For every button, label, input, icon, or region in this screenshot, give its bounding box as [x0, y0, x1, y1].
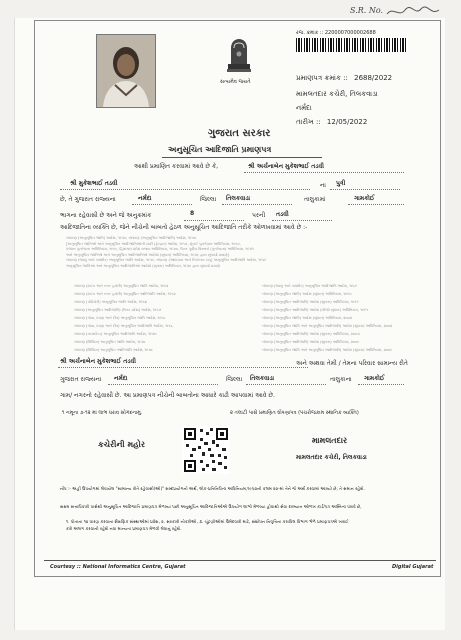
- res2-taluka-line: [246, 384, 326, 385]
- holder-suffix: અને અથવા તેમી / તેમના પરિવાર સામાન્ય રીતે: [296, 360, 408, 367]
- order-item: બંધારણ (દાદરા અને નગર હવેલી) અનુસૂચિત જાતિ આદેશ, ૧૯૬૨: [74, 284, 169, 288]
- order-item: બંધારણ (ગોવા, દમણ અને દીવ) અનુસૂચિત જાતિ આદેશ, ૧૯૬૮: [74, 316, 166, 320]
- note-text: નોંધ :- અહીં ઉપયોગમાં લેવાયેલ "સામાન્ય રીતે રહેવાસી(ઓ)" શબ્દપ્રયોગનો અર્થ, લોક-પ્રતિનિધિત્વ અધિનિયમ,૧૯૫૦ની કલમ ૨૦-માં તેને જે અર્થ કરવામાં આવ્યો છે, તે સમાન રહેશે.: [60, 486, 365, 491]
- relation-label: ના: [320, 182, 326, 189]
- res2-prefix: ગુજરાત રાજ્યના: [60, 376, 102, 383]
- order-item: બંધારણ (અનુસૂચિત આદિજાતિ) આદેશ (સુધારા) અધિનિયમ, ૨૦૦૬: [262, 340, 360, 344]
- holder-name: શ્રી અર્ચનાબેન મુકેશભાઈ તડવી: [60, 358, 136, 365]
- serial-value: 8: [190, 210, 195, 217]
- applicant-name-line: [244, 172, 404, 173]
- applicant-photo: [96, 34, 156, 108]
- footer-divider: [44, 560, 436, 561]
- tribe-value: તડવી: [276, 211, 289, 218]
- date-value: 12/05/2022: [326, 118, 368, 126]
- cert-number-value: 2688/2022: [354, 74, 393, 82]
- order-item: બંધારણ (ગોવા, દમણ અને દીવ) અનુસૂચિત આદિજાતિ આદેશ, ૧૯૬૮: [74, 324, 173, 328]
- note-text-2: સક્ષમ સત્તાધિકારી પાસેથી અનુસૂચિત આદિજાતિ પ્રમાણપત્ર મેળવ્યા પછી અનુસૂચિત આદિજાતિઓએ ઉપયોગ લાભો મેળવ્યા હોવાથી સેવા દરમ્યાન ઓળખ કાર્ડ/પત્ર અસ્તિત્વ ધરાવે છે,: [60, 504, 362, 509]
- taluka-line-u: [222, 204, 292, 205]
- res2-district-line: [108, 384, 218, 385]
- applicant-name: શ્રી અર્ચનાબેન મુકેશભાઈ તડવી: [248, 163, 324, 170]
- orders-right: [262, 282, 392, 354]
- office-seal: કચેરીની મહોર: [98, 440, 145, 449]
- order-item: બંધારણ (અનુસૂચિત જાતિ) આદેશ (સુધારા) અધિનિયમ, ૧૯૯૦: [262, 292, 352, 296]
- cert-number-label: પ્રમાણપત્ર ક્રમાંક ::: [296, 74, 348, 82]
- relation-value: પુત્રી: [336, 180, 346, 187]
- state-title: ગુજરાત સરકાર: [208, 128, 271, 139]
- barcode: [296, 30, 408, 56]
- order-item: બંધારણ (અનુસૂચિત આદિજાતિ) આદેશ (સુધારા) અધિનિયમ, ૧૯૯૧: [262, 300, 359, 304]
- res2-line2: ગામ/ નગરનો રહેવાસી છે. આ પ્રમાણપત્ર નીચેની બાબતોના આધારે કાઢી આપવામાં આવે છે.: [60, 392, 275, 399]
- note-item: ૧. પોતાના ૧૦ ધારણ કરવાના શૈક્ષણિક સંસ્થાઓમાં પ્રવેશ, ૨. સરકારી નોકરીઓ, ૩. ચૂંટણીઓમાં ઉમેદવારી માટે, સંશોધન નિવૃત્તિના કરાવિલ વિભાગ ભેળે પ્રમાણપત્રએ ખરાઈ: [66, 519, 349, 524]
- basis-2: ૨ તલાટી પાસે પ્રમાણિત ઘોષણાપત્ર (પંચરોજકામ સ્થાનિક વ્યક્તિ): [230, 410, 359, 416]
- father-name-line: [60, 189, 310, 190]
- res2-district: નર્મદા: [114, 375, 128, 382]
- qr-code-icon: [182, 426, 230, 474]
- office-line: મામલતદાર કચેરી, તિલકવાડા: [296, 90, 378, 98]
- order-item: બંધારણ (અનુસૂચિત આદિજાતિ) આદેશ (સુધારા) અધિનિયમ, ૨૦૦૩: [262, 332, 360, 336]
- holder-line: [58, 367, 308, 368]
- title-underline: [162, 157, 322, 158]
- legal-ref: બંધારણ (જમ્મુ અને કાશ્મીર) અનુસૂચિત જાતિ આદેશ, ૧૯૫૬, બંધારણ (આંદામાન અને નિકોબાર ટાપુ) અનુસૂચિત આદિજાતિ આદેશ, ૧૯૫૯: [66, 258, 267, 263]
- serial-line-u: [184, 220, 244, 221]
- legal-ref: બંધારણ (અનુસૂચિત જાતિ) આદેશ, ૧૯૫૦, બંધારણ (અનુસૂચિત આદિજાતિ) આદેશ, ૧૯૫૦: [66, 236, 197, 240]
- legal-ref: અને અનુસૂચિત જાતિઓ અને અનુસૂચિત આદિજાતિઓ આદેશો (સુધારા) અધિનિયમ, ૧૯૭૬ દ્વારા સુધાર્યા પ્રમાણે]: [66, 252, 229, 257]
- residence-prefix: છે, તે ગુજરાત રાજ્યના: [60, 196, 116, 203]
- legal-ref: પંજાબ પુનર્રચના અધિનિયમ, ૧૯૬૬, હિમાચલ પ્રદેશ રાજ્ય અધિનિયમ, ૧૯૭૦, ઉત્તર પૂર્વીય વિસ્તારો (પુનર્રચના) અધિનિયમ, ૧૯૭૧: [66, 247, 254, 252]
- order-item: બંધારણ (નાગાલેન્ડ) અનુસૂચિત આદિજાતિ આદેશ, ૧૯૭૦: [74, 332, 157, 336]
- order-item: બંધારણ (સિક્કિમ) અનુસૂચિત જાતિ આદેશ, ૧૯૭૮: [74, 340, 146, 344]
- village-value: ગામકોઈ: [354, 195, 375, 202]
- note-item: કરો અલગ કરવાની રહેશે નવા માન્યતા પ્રમાણપત્ર મેળવી લેવાનું રહેશે.: [66, 526, 182, 531]
- res2-village: ગામકોઈ: [364, 375, 385, 382]
- taluka-label: તાલુકામાં: [304, 196, 326, 203]
- legal-ref: અનુસૂચિત જાતિઓ અને અનુસૂચિત આદિજાતિઓ આદેશો (સુધારા) અધિનિયમ, ૧૯૭૬ દ્વારા સુધાર્યા પ્રમાણે: [66, 263, 220, 268]
- person-silhouette-icon: [97, 35, 155, 107]
- tribe-suffix: આદિજાતિના વ્યક્તિ છે, જેને નીચેની બાબતો હેઠળ અનુસૂચિત આદિજાતિ તરીકે ઓળખવામાં આવે છે :-: [60, 224, 308, 231]
- order-item: બંધારણ (પોંડિચેરી) અનુસૂચિત જાતિ આદેશ, ૧૯૬૪: [74, 300, 147, 304]
- order-item: બંધારણ (અનુસૂચિત આદિજાતિ) (ઉત્તર પ્રદેશ) આદેશ, ૧૯૬૭: [74, 308, 162, 312]
- legal-refs: [66, 236, 266, 270]
- ashoka-emblem-icon: [222, 34, 256, 78]
- serial-prefix: ભાગના રહેવાસી છે અને જે અનુક્રમાંક: [60, 212, 152, 219]
- note-items: [66, 518, 406, 532]
- intro-text: આથી પ્રમાણિત કરવામાં આવે છે કે,: [134, 163, 219, 170]
- signatory-office: મામલતદાર કચેરી, તિલકવાડા: [296, 454, 367, 461]
- res2-district-label: જિલ્લા: [226, 376, 243, 383]
- doc-title: અનુસૂચિત આદિજાતિ પ્રમાણપત્ર: [168, 145, 272, 154]
- relation-line: [330, 189, 400, 190]
- district-line-u: [132, 204, 192, 205]
- basis-1: ૧ નમૂના ૭-૧૨ માં લાભ ધરાવ સોગંદનામુ.: [62, 410, 143, 416]
- legal-ref: [અનુસૂચિત જાતિઓ અને અનુસૂચિત આદિજાતિઓની યાદી (ફેરફાર) આદેશ, ૧૯૫૬, મુંબઈ પુનર્રચના અધિનિયમ, ૧૯૬૦,: [66, 241, 241, 246]
- order-item: બંધારણ (દાદરા અને નગર હવેલી) અનુસૂચિત આદિજાતિ આદેશ, ૧૯૬૨: [74, 292, 176, 296]
- footer-right: Digital Gujarat: [392, 564, 434, 570]
- res2-taluka-label: તાલુકાના: [330, 376, 352, 383]
- order-item: બંધારણ (અનુસૂચિત જાતિ) આદેશ (સુધારા) અધિનિયમ, ૨૦૦૨: [262, 316, 352, 320]
- taluka-value: તિલકવાડા: [226, 195, 251, 202]
- district-value: નર્મદા: [138, 195, 152, 202]
- date-label: તારીખ ::: [296, 118, 321, 126]
- barcode-bars: [296, 38, 408, 52]
- date-row: [296, 118, 367, 127]
- order-item: બંધારણ (સિક્કિમ) અનુસૂચિત આદિજાતિ આદેશ, ૧૯૭૮: [74, 348, 154, 352]
- footer-left: Courtesy :: National Informatics Centre, Gujarat: [50, 564, 186, 570]
- serial-mid: પરની: [252, 212, 266, 219]
- district-line: નર્મદા: [296, 104, 312, 112]
- barcode-number: રજ. ક્રમાંક :: 2200007000002688: [296, 30, 376, 36]
- order-item: બંધારણ (અનુસૂચિત જાતિ અને અનુસૂચિત આદિજાતિ) આદેશ (સુધારા) અધિનિયમ, ૨૦૦૬: [262, 348, 393, 352]
- res2-taluka: તિલકવાડા: [250, 375, 275, 382]
- village-line-u: [348, 204, 404, 205]
- cert-number-row: [296, 74, 392, 83]
- res2-village-line: [358, 384, 404, 385]
- handwritten-note: S.R. No.: [350, 6, 384, 15]
- handwritten-scribble: [385, 4, 443, 20]
- father-name: શ્રી મુકેશભાઈ તડવી: [70, 180, 118, 187]
- signatory-title: મામલતદાર: [312, 436, 348, 445]
- district-label: જિલ્લા: [200, 196, 217, 203]
- order-item: બંધારણ (અનુસૂચિત જાતિ અને અનુસૂચિત આદિજાતિ) આદેશ (સુધારા) અધિનિયમ, ૨૦૦૨: [262, 324, 393, 328]
- order-item: બંધારણ (અનુસૂચિત આદિજાતિ) આદેશ (બીજો સુધારા) અધિનિયમ, ૧૯૯૧: [262, 308, 368, 312]
- emblem-caption: સત્યમેવ જયતે: [220, 79, 251, 85]
- tribe-line-u: [272, 220, 332, 221]
- order-item: બંધારણ (જમ્મુ અને કાશ્મીર) અનુસૂચિત આદિજાતિ આદેશ, ૧૯૮૯: [262, 284, 358, 288]
- orders-left: [74, 282, 176, 354]
